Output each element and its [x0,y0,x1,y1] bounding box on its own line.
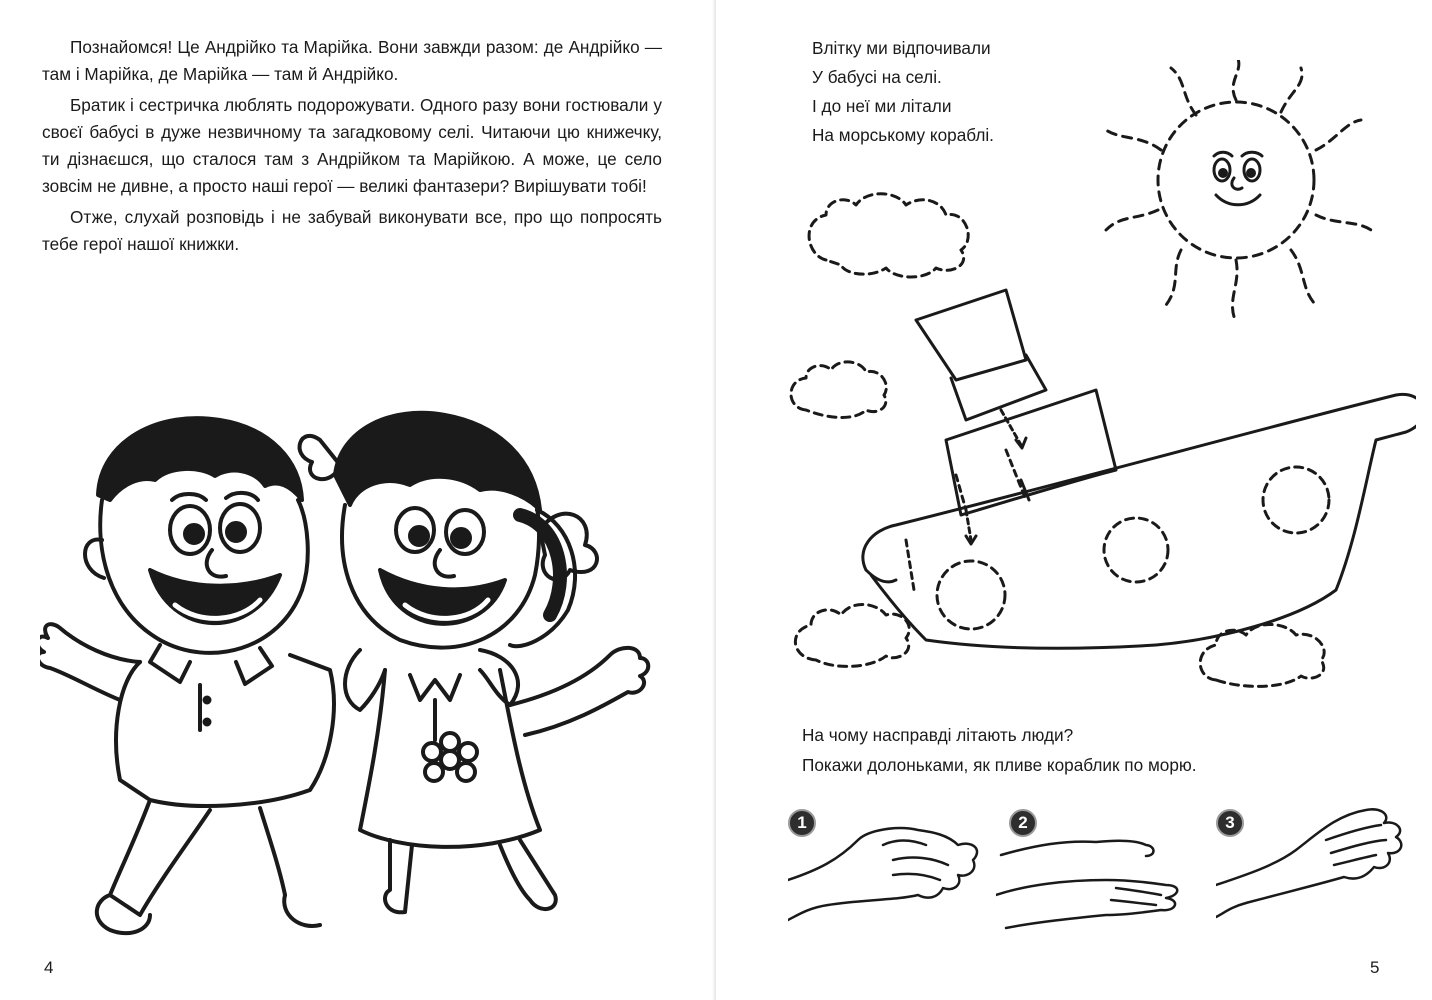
step-badge: 2 [1009,809,1037,837]
step-badge: 3 [1216,809,1244,837]
page-number: 4 [44,958,54,977]
boy-and-girl-coloring-icon [40,400,660,940]
paragraph: Отже, слухай розповідь і не забувай виконувати все, про що попросять тебе герої нашої книжки. [42,207,662,254]
paragraph: Братик і сестричка люблять подорожувати. Одного разу вони гостювали у своєї бабусі в дуже незвичному та загадковому селі. Читаючи цю книжечку, ти дізнаєшся, що сталося там з Андрійком та Марійкою. А може, це село зовсім не дивне, а просто наші герої — великі фантазери? Вирішувати тобі! [42,95,662,196]
poem-line: На морському кораблі. [812,125,994,145]
paragraph: Познайомся! Це Андрійко та Марійка. Вони завжди разом: де Андрійко — там і Марійка, де Марійка — там й Андрійко. [42,37,662,84]
hand-gesture-icon [1216,795,1416,925]
poem-line: У бабусі на селі. [812,67,942,87]
questions [802,720,1197,780]
intro-text [42,34,662,262]
hand-gesture-icon [788,800,988,930]
page-number: 5 [1370,958,1380,977]
ship-sun-clouds-tracing-icon [776,60,1416,700]
hand-gesture-icon [996,800,1196,930]
right-page [716,0,1432,1000]
question-line: Покажи долоньками, як пливе кораблик по морю. [802,755,1197,775]
poem-line: Влітку ми відпочивали [812,38,991,58]
poem-line: І до неї ми літали [812,96,952,116]
question-line: На чому насправді літають люди? [802,725,1074,745]
step-badge: 1 [788,809,816,837]
